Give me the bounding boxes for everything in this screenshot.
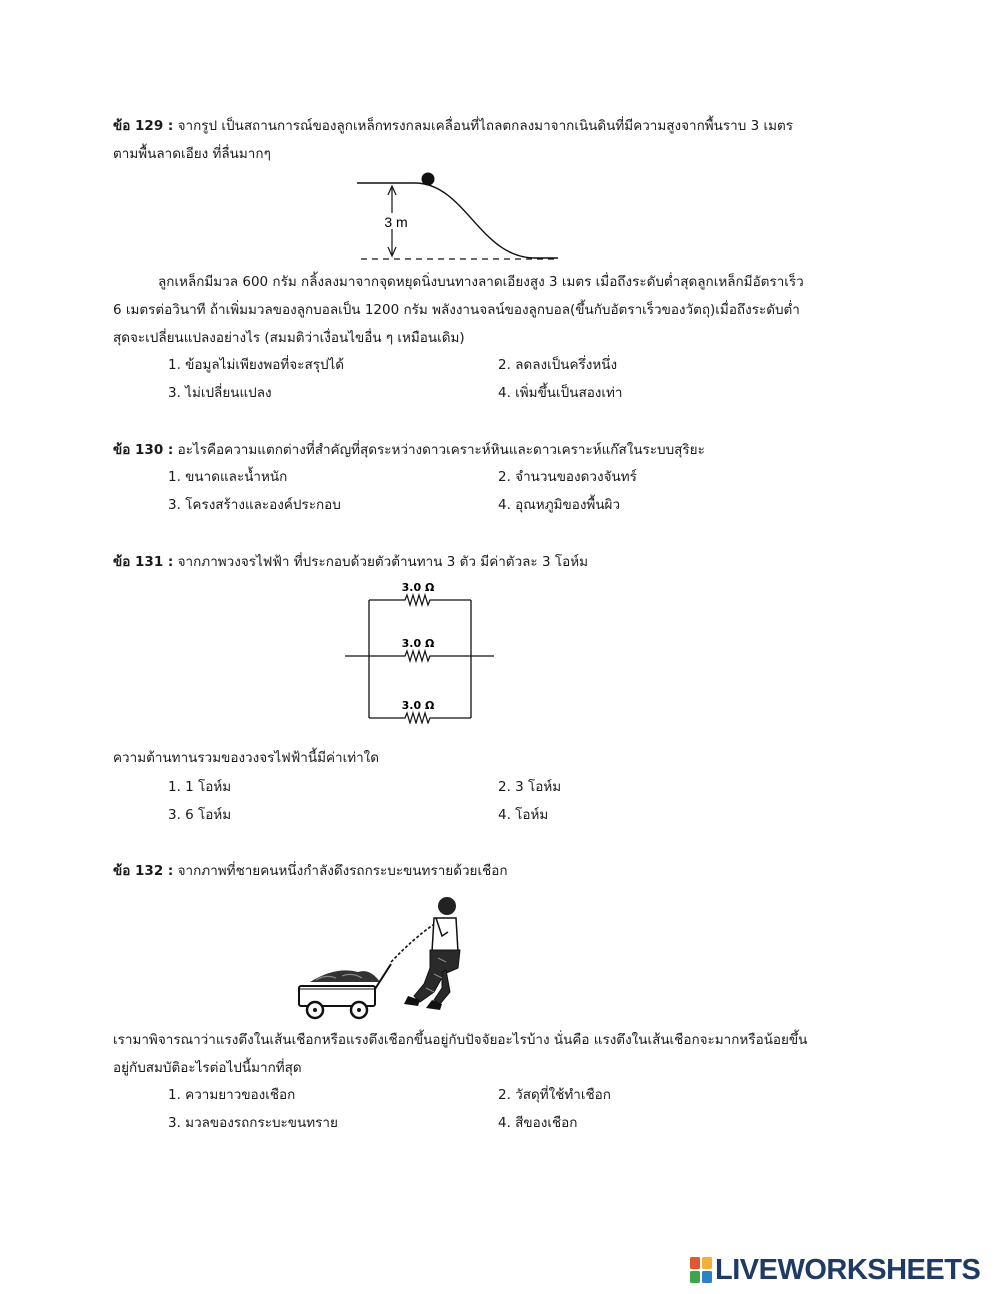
q130-intro (113, 436, 813, 464)
q130-option-2[interactable]: 2. จำนวนของดวงจันทร์ (498, 469, 637, 485)
q131-question: ความต้านทานรวมของวงจรไฟฟ้านี้มีค่าเท่าใด (113, 750, 380, 766)
q131-intro (113, 548, 813, 576)
man (404, 897, 460, 1010)
q131-option-4[interactable]: 4. โอห์ม (498, 807, 549, 823)
resistor-label-bottom: 3.0 Ω (401, 699, 435, 712)
resistor-label-middle: 3.0 Ω (401, 637, 435, 650)
q131-option-2[interactable]: 2. 3 โอห์ม (498, 779, 562, 795)
q129-body (113, 268, 813, 352)
q132-option-3[interactable]: 3. มวลของรถกระบะขนทราย (168, 1115, 338, 1131)
q132-intro-text: จากภาพที่ชายคนหนึ่งกำลังดึงรถกระบะขนทรายด้วยเชือก (177, 863, 508, 879)
sand-cart (299, 964, 391, 1018)
q132-option-1[interactable]: 1. ความยาวของเชือก (168, 1087, 296, 1103)
q130-option-3[interactable]: 3. โครงสร้างและองค์ประกอบ (168, 497, 341, 513)
q129-number: ข้อ 129 : (113, 118, 174, 134)
q131-option-3[interactable]: 3. 6 โอห์ม (168, 807, 232, 823)
liveworksheets-logo[interactable] (690, 1253, 990, 1287)
liveworksheets-logo-icon (690, 1257, 712, 1283)
q129-option-1[interactable]: 1. ข้อมูลไม่เพียงพอที่จะสรุปได้ (168, 357, 345, 373)
q132-number: ข้อ 132 : (113, 863, 174, 879)
q129-intro (113, 112, 813, 168)
q132-intro (113, 857, 813, 885)
q132-option-4[interactable]: 4. สีของเชือก (498, 1115, 578, 1131)
circuit-figure (343, 578, 498, 724)
q130-number: ข้อ 130 : (113, 442, 174, 458)
resistor-label-top: 3.0 Ω (401, 581, 435, 594)
steel-ball (422, 173, 435, 186)
q130-intro-text: อะไรคือความแตกต่างที่สำคัญที่สุดระหว่างดาวเคราะห์หินและดาวเคราะห์แก๊สในระบบสุริยะ (177, 442, 705, 458)
q132-option-2[interactable]: 2. วัสดุที่ใช้ทำเชือก (498, 1087, 611, 1103)
q131-option-1[interactable]: 1. 1 โอห์ม (168, 779, 232, 795)
liveworksheets-logo-text: LIVEWORKSHEETS (715, 1253, 981, 1286)
q129-option-4[interactable]: 4. เพิ่มขึ้นเป็นสองเท่า (498, 385, 623, 401)
q129-intro-text: จากรูป เป็นสถานการณ์ของลูกเหล็กทรงกลมเคลื่อนที่ไถลตกลงมาจากเนินดินที่มีความสูงจากพื้นราบ 3 เมตร ตามพื้นลาดเอียง ที่ลื่นมากๆ (113, 118, 794, 162)
q129-body-text: ลูกเหล็กมีมวล 600 กรัม กลิ้งลงมาจากจุดหยุดนิ่งบนทางลาดเอียงสูง 3 เมตร เมื่อถึงระดับต่ำสุดลูกเหล็กมีอัตราเร็ว 6 เมตรต่อวินาที ถ้าเพิ่มมวลของลูกบอลเป็น 1200 กรัม พลังงานจลน์ของลูกบอล(ขึ้นกับอัตราเร็วของวัตถุ)เมื่อถึงระดับต่ำสุดจะเปลี่ยนแปลงอย่างไร (สมมติว่าเงื่อนไขอื่น ๆ เหมือนเดิม) (113, 274, 804, 346)
q130-option-1[interactable]: 1. ขนาดและน้ำหนัก (168, 469, 288, 485)
height-label: 3 m (384, 214, 408, 230)
man-pulling-cart-figure (296, 892, 466, 1024)
q129-option-2[interactable]: 2. ลดลงเป็นครึ่งหนึ่ง (498, 357, 618, 373)
q131-number: ข้อ 131 : (113, 554, 174, 570)
q132-body: เรามาพิจารณาว่าแรงตึงในเส้นเชือกหรือแรงตึงเชือกขึ้นอยู่กับปัจจัยอะไรบ้าง นั่นคือ แรงตึงในเส้นเชือกจะมากหรือน้อยขึ้นอยู่กับสมบัติอะไรต่อไปนี้มากที่สุด (113, 1032, 808, 1076)
resistor-bottom (369, 713, 471, 723)
q129-option-3[interactable]: 3. ไม่เปลี่ยนแปลง (168, 385, 272, 401)
slope-figure (355, 168, 560, 266)
resistor-top (369, 595, 471, 605)
q131-intro-text: จากภาพวงจรไฟฟ้า ที่ประกอบด้วยตัวต้านทาน 3 ตัว มีค่าตัวละ 3 โอห์ม (177, 554, 589, 570)
q130-option-4[interactable]: 4. อุณหภูมิของพื้นผิว (498, 497, 621, 513)
